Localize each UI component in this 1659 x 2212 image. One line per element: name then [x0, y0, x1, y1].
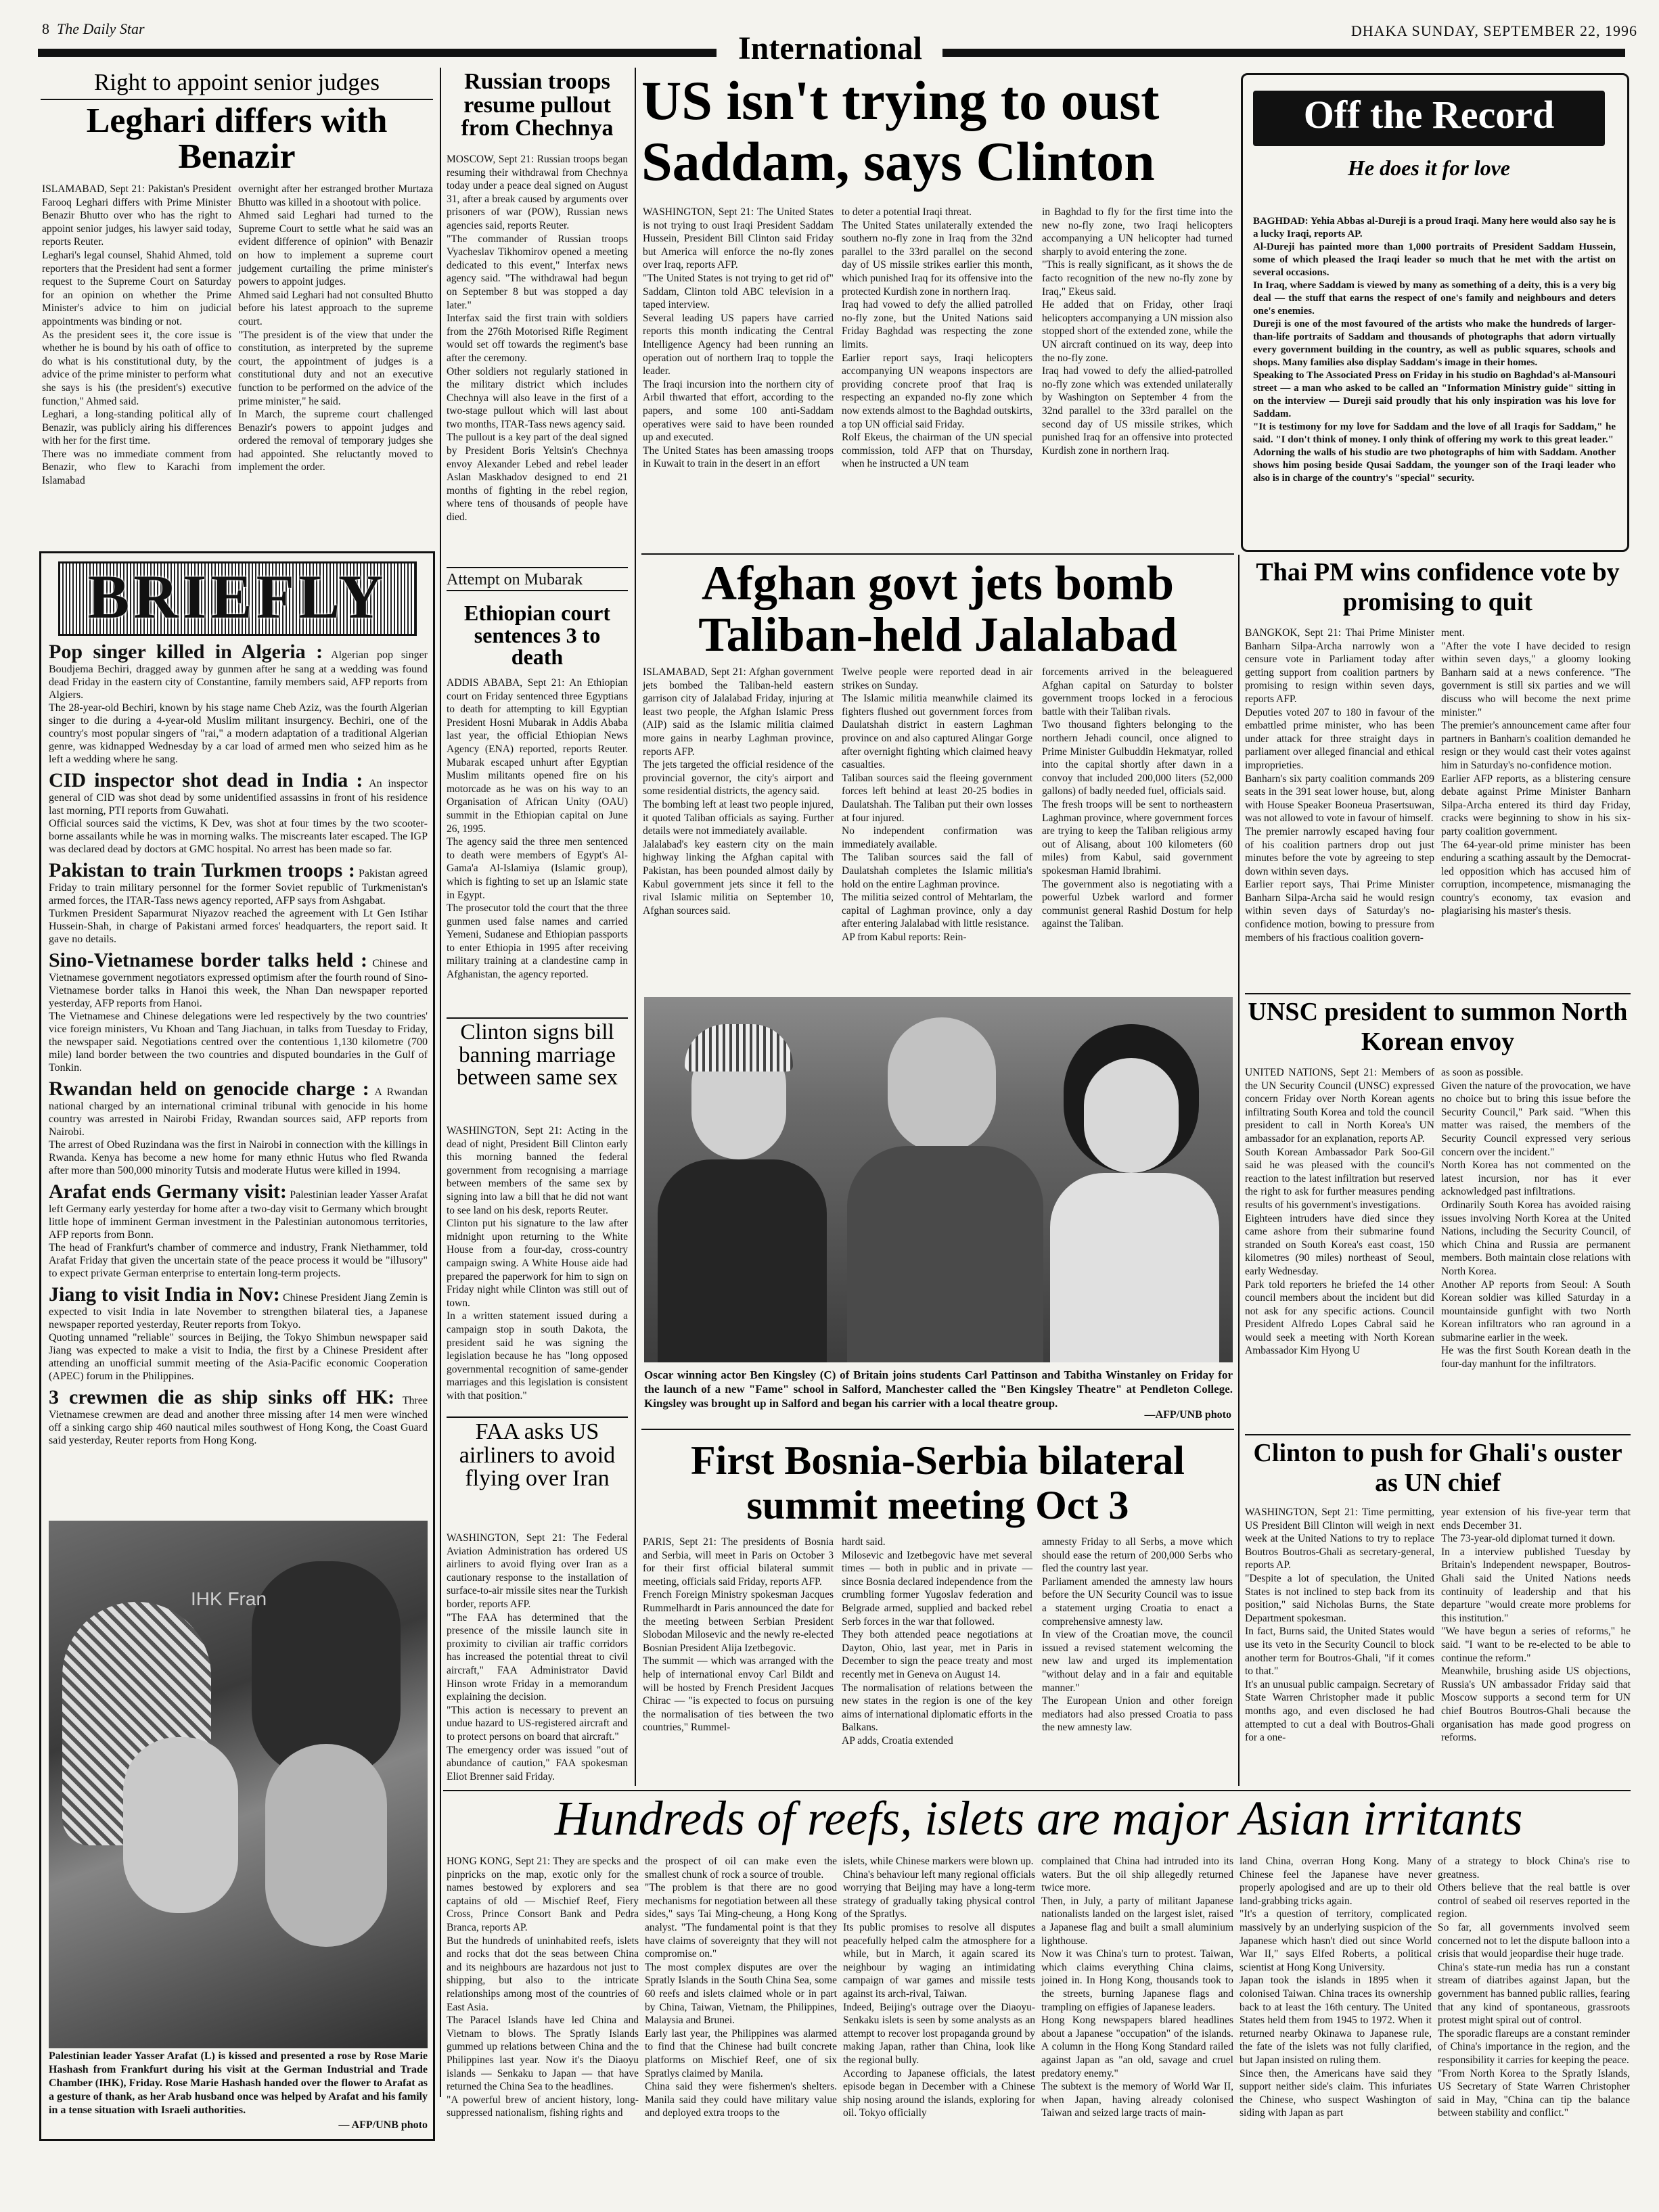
briefly-item — [49, 950, 428, 1074]
briefly-item-body: Palestinian leader Yasser Arafat left Germany early yesterday for home after a two-day visit to Germany which brought little hope of imminent German investment in the Palestinian autonomous territories, AFP reports from Bonn. The head of Frankfurt's chamber of commerce and industry, Frank Niethammer, told Arafat Friday that given the uncertain state of the peace process it would be "illusory" to expect private German enterprise to entertain long-term projects. — [49, 1189, 428, 1279]
saddam-col1: WASHINGTON, Sept 21: The United States is not trying to oust Iraqi President Saddam Hussein, President Bill Clinton said Friday but America will enforce the no-fly zones over Iraq, reports AFP. "The United States is not trying to get rid of" Saddam, Clinton told ABC television in a taped interview. Several leading US papers have carried reports this month indicating the Central Intelligence Agency had been running an operation out of northern Iraq to topple the leader. The Iraqi incursion into the northern city of Arbil thwarted that effort, according to the papers, and some 100 anti-Saddam operatives were said to have been rounded up and executed. The United States has been amassing troops in Kuwait to train in the desert in an effort — [643, 206, 834, 470]
briefly-item-headline: Rwandan held on genocide charge : — [49, 1078, 369, 1100]
leghari-col2: overnight after her estranged brother Murtaza Bhutto was killed in a shootout with police. Ahmed said Leghari had turned to the Supreme Court to settle what he said was an evident difference of opinion" with Benazir on how to implement a supreme court judgement curtailing the prime minister's powers to appoint judges. Ahmed said Leghari had not consulted Bhutto before his latest approach to the supreme court. "The president is of the view that under the constitution, as interpreted by the supreme court, the appointment of judges is a constitutional duty and not an executive function to be performed on the advice of the prime minister," he said. In March, the supreme court challenged Benazir's powers to appoint judges and ordered the removal of temporary judges she had appointed. She reluctantly moved to implement the order. — [238, 183, 433, 474]
kingsley-body — [847, 1146, 1043, 1362]
reefs-col5: land China, overran Hong Kong. Many Chinese feel the Japanese have never properly apologised and are up to their old land-grabbing tricks again. "It's a question of territory, complicated massively by an underlying suspicion of the Japanese which hasn't died out since World War II," says Elfed Roberts, a political scientist at Hong Kong University. Japan took the islands in 1895 when it colonised Taiwan. China traces its ownership back to at least the 16th century. The United States held them from 1945 to 1972. When it returned nearby Okinawa to Japanese rule, the fate of the islets was not fully clarified, but Japan insisted on ruling them. Since then, the Americans have said they support neither side's claim. This infuriates the Chinese, who suspect Washington of siding with Japan as part — [1240, 1856, 1432, 2119]
briefly-item — [49, 1387, 428, 1447]
briefly-item-body: A Rwandan national charged by an international criminal tribunal with genocide in his home country was arrested in Nairobi Friday, Rwandan sources said, AFP reports from Nairobi. The arrest of Obed Ruzindana was the first in Nairobi in connection with the killings in Rwanda. Kenya has become a new home for many ethnic Hutus who fled Rwanda after more than 500,000 minority Tutsis and moderate Hutus were killed in 1994. — [49, 1086, 428, 1176]
ghali-col2: year extension of his five-year term that ends December 31. The 73-year-old diplomat turned it down. In a interview published Tuesday by Britain's Independent newspaper, Boutros-Ghali said the United Nations needs continuity of leadership and that his departure "would create more problems for this institution." "We have begun a series of reforms," he said. "I want to be re-elected to be able to continue the reform." Meanwhile, brushing aside US objections, Russia's UN ambassador Friday said that Moscow supports a second term for UN chief Boutros Boutros-Ghali because the organisation has made good progress on reforms. — [1441, 1506, 1631, 1744]
col-rule-3 — [1238, 555, 1240, 1786]
briefly-item — [49, 641, 428, 766]
briefly-item-body: Pakistan agreed Friday to train military personnel for the former Soviet republic of Turkmenistan's armed forces, the ITAR-Tass news agency reported, AFP says from Ashgabat. Turkmen President Saparmurat Niyazov reached the agreement with Lt Gen Istihar Hussein-Shah, in charge of Pakistani armed forces' headquarters, the report said. It gave no details. — [49, 868, 428, 945]
russian-headline: Russian troops resume pullout from Chechnya — [461, 69, 614, 141]
masthead-rule-right — [942, 49, 1625, 57]
reefs-col3: islets, while Chinese markers were blown up. China's behaviour left many regional officials worrying that Beijing may have a long-term strategy of gradually taking physical control of the Spratlys. Its public promises to resolve all disputes peacefully helped calm the atmosphere for a while, but in March, it again scared its neighbour by waging an intimidating campaign of war games and missile tests against its arch-rival, Taiwan. Indeed, Beijing's outrage over the Diaoyu-Senkaku islets is seen by some analysts as an attempt to recover lost propaganda ground by making Japan, rather than China, look like the regional bully. According to Japanese officials, the latest episode began in December with a Chinese ship nosing around the islands, exploring for oil. Tokyo officially — [843, 1856, 1035, 2119]
arafat-photo — [49, 1521, 428, 2048]
briefly-item-headline: Jiang to visit India in Nov: — [49, 1283, 280, 1306]
briefly-item-body: Algerian pop singer Boudjema Bechiri, dragged away by gunmen after he sang at a wedding was found dead Friday in the eastern city of Constantine, family members said, AFP reports from Algiers. The 28-year-old Bechiri, known by his stage name Cheb Aziz, was the fourth Algerian singer to die during a 4-year-old Muslim militant insurgency. Bechiri, one of the country's most popular singers of "rai," a modern adaptation of a traditional Algerian genre, was kidnapped Wednesday by a car load of armed men who seized him as he left a wedding where he sang. — [49, 649, 428, 765]
clinton-marriage-end-rule — [447, 1416, 628, 1418]
clinton-marriage-headline: Clinton signs bill banning marriage between same sex — [456, 1020, 618, 1090]
saddam-headline: US isn't trying to oust Saddam, says Clinton — [641, 70, 1160, 192]
bosnia-col3: amnesty Friday to all Serbs, a move which should ease the return of 200,000 Serbs who fled the country last year. Parliament amended the amnesty law hours before the UN Security Council was to issue a statement urging Croatia to enact a comprehensive amnesty law. In view of the Croatian move, the council issued a revised statement welcoming the new law and urged its implementation "without delay and in a fair and equitable manner." The European Union and other foreign mediators had also pressed Croatia to pass the new amnesty law. — [1042, 1536, 1233, 1734]
thai-end-rule — [1245, 993, 1631, 994]
unsc-end-rule — [1245, 1434, 1631, 1435]
student-right-face — [1084, 1058, 1179, 1173]
leghari-headline: Leghari differs with Benazir — [86, 101, 388, 177]
student-right-body — [1050, 1173, 1219, 1362]
arafat-face — [123, 1737, 238, 1913]
briefly-item-body: Chinese President Jiang Zemin is expected to visit India in late November to strengthen bilateral ties, a Japanese newspaper reported yesterday, Reuter reports from Tokyo. Quoting unnamed "reliable" sources in Beijing, the Tokyo Shimbun newspaper said Jiang was expected to make a visit to India, the first by a Chinese President after attending an unofficial summit meeting of the Asia-Pacific economic Cooperation (APEC) forum in the Philippines. — [49, 1292, 428, 1382]
briefly-item — [49, 1284, 428, 1383]
afghan-col3: forcements arrived in the beleaguered Afghan capital on Saturday to bolster government troops locked in a ferocious battle with their Taliban rivals. Two thousand fighters belonging to the northern Jehadi council, once aligned to Prime Minister Gulbuddin Hekmatyar, rolled into the capital shortly after dawn in a convoy that included 200,000 liters (52,000 gallons) of badly needed fuel, officials said. The fresh troops will be sent to northeastern Laghman province, where government forces are trying to keep the Taliban religious army out of Alisang, about 100 kilometers (60 miles) from Kabul, said government spokesman Hamid Ibrahimi. The government also is negotiating with a powerful Uzbek warlord and former communist general Rashid Dostum for help against the Taliban. — [1042, 666, 1233, 930]
briefly-item — [49, 1078, 428, 1177]
unsc-col2: as soon as possible. Given the nature of the provocation, we have no choice but to bring this issue before the Security Council," Park said. "When this matter was raised, the members of the Security Council expressed very serious concern over the incident." North Korea has not commented on the latest incursion, nor has it ever acknowledged past infiltrations. Ordinarily South Korea has avoided raising issues involving North Korea at the United Nations, including the Security Council, of which China and Russia are permanent members. Both maintain close relations with North Korea. Another AP reports from Seoul: A South Korean soldier was killed Saturday in a mountainside gunfight with two North Korean infiltrators who ran aground in a submarine earlier in the week. He was the first South Korean death in the four-day manhunt for the infiltrators. — [1441, 1067, 1631, 1370]
col-rule-1 — [440, 68, 441, 2097]
saddam-end-rule — [641, 553, 1234, 555]
ghali-col1: WASHINGTON, Sept 21: Time permitting, US President Bill Clinton will weigh in next week at the United Nations to try to replace Boutros Boutros-Ghali as secretary-general, reports AP. "Despite a lot of speculation, the United States is not inclined to step back from its position," said Nicholas Burns, the State Department spokesman. In fact, Burns said, the United States would use its veto in the Security Council to block another term for Boutros-Ghali, "if it comes to that." It's an unusual public campaign. Secretary of State Warren Christopher made it public months ago, and even disclosed he had attempted to cut a deal with Boutros-Ghali for a one- — [1245, 1506, 1434, 1744]
bosnia-col1: PARIS, Sept 21: The presidents of Bosnia and Serbia, will meet in Paris on October 3 for their first official bilateral summit meeting, officials said Friday, reports AFP. French Foreign Ministry spokesman Jacques Rummelhardt in Paris announced the date for the meeting between Serbian President Slobodan Milosevic and the newly re-elected Bosnian President Alija Izetbegovic. The summit — which was arranged with the help of international envoy Carl Bildt and will be hosted by French President Jacques Chirac — "is expected to focus on pursuing the normalisation of ties between the two countries," Rummel- — [643, 1536, 834, 1734]
afghan-col1: ISLAMABAD, Sept 21: Afghan government jets bombed the Taliban-held eastern garrison city of Jalalabad Friday, injuring at least two people, the Afghan Islamic Press (AIP) said as the Islamic militia claimed more gains in nearby Laghman province, reports AFP. The jets targeted the official residence of the provincial governor, the city's airport and some residential districts, the agency said. The bombing left at least two people injured, it quoted Taliban officials as saying. Further details were not immediately available. Jalalabad's key eastern city on the main highway linking the Afghan capital with Pakistan, has been pounded almost daily by Kabul government jets since it fell to the rival Islamic militia on September 10, Afghan sources said. — [643, 666, 834, 917]
kingsley-head — [888, 1017, 996, 1153]
kingsley-photo — [644, 997, 1233, 1362]
mubarak-kicker: Attempt on Mubarak — [447, 571, 628, 591]
mubarak-end-rule — [447, 1017, 628, 1019]
page-number: 8 — [42, 20, 49, 37]
thai-col2: ment. "After the vote I have decided to resign within seven days," a gloomy looking Banharn said at a news conference. "The government is still six parties and we will discuss who will become the next prime minister." The premier's announcement came after four partners in Banharn's coalition demanded he resign or they would cast their votes against him in Saturday's no-confidence motion. Earlier AFP reports, as a blistering censure debate against Prime Minister Banharn Silpa-Archa entered its third day Friday, cracks were beginning to show in his six-party coalition government. The 64-year-old prime minister has been enduring a scathing assault by the Democrat-led opposition which has accused him of corruption, incompetence, mismanaging the country's economy, tax evasion and plagiarising his master's thesis. — [1441, 627, 1631, 917]
unsc-headline: UNSC president to summon North Korean envoy — [1248, 998, 1628, 1056]
briefly-item-headline: 3 crewmen die as ship sinks off HK: — [49, 1386, 395, 1408]
briefly-item-headline: Pop singer killed in Algeria : — [49, 641, 323, 663]
hashash-face — [265, 1744, 387, 1947]
briefly-list — [49, 641, 428, 1669]
leghari-kicker-rule — [41, 99, 433, 100]
paper-name: The Daily Star — [57, 20, 145, 37]
leghari-col1: ISLAMABAD, Sept 21: Pakistan's President Farooq Leghari differs with Prime Minister Benazir Bhutto over who has the right to appoint senior judges, his lawyer said today, reports Reuter. Leghari's legal counsel, Shahid Ahmed, told reporters that the President had sent a former request to the Supreme Court on Saturday for an opinion on whether the Prime Minister's advice to him on judicial appointments was binding or not. As the president sees it, the core issue is whether he is bound by his oath of office to do what is his constitutional duty, by the advice of the prime minister to perform what she says is his (the president's) executive function," Ahmed said. Leghari, a long-standing political ally of Benazir, was publicly airing his differences with her for the first time. There was no immediate comment from Benazir, who flew to Karachi from Islamabad — [42, 183, 231, 487]
thai-col1: BANGKOK, Sept 21: Thai Prime Minister Banharn Silpa-Archa narrowly won a censure vote in Parliament today after getting support from coalition partners by promising to resign within seven days, reports AFP. Deputies voted 207 to 180 in favour of the embattled prime minister, who has been under attack for three straight days in parliament over alleged financial and ethical improprieties. Banharn's six party coalition commands 209 seats in the 391 seat lower house, but, along with House Speaker Booneua Prasertsuwan, was not allowed to vote in favour of himself. The premier narrowly escaped having four of his coalition partners drop out just minutes before the vote by agreeing to step down within seven days. Earlier report says, Thai Prime Minister Banharn Silpa-Archa said he would resign within seven days of Saturday's no-confidence motion, bowing to pressure from members of his fractious coalition govern- — [1245, 627, 1434, 944]
clinton-marriage-body: WASHINGTON, Sept 21: Acting in the dead of night, President Bill Clinton early this morning banned the federal government from recognising a marriage between members of the same sex by signing into law a bill that he did not want to see land on his desk, reports Reuter. Clinton put his signature to the law after midnight upon returning to the White House from a four-day, cross-country campaign swing. A White House aide had prepared the paperwork for him to sign on Friday night while Clinton was still out of town. In a written statement issued during a campaign stop in south Dakota, the president said he was signing the legislation because he has "long opposed governmental recognition of same-gender marriages and this legislation is consistent with that position." — [447, 1125, 628, 1402]
section-title: International — [737, 30, 922, 66]
briefly-title: BRIEFLY — [87, 562, 388, 631]
unsc-col1: UNITED NATIONS, Sept 21: Members of the UN Security Council (UNSC) expressed concern Friday over North Korean agents infiltrating South Korea and told the council president to call in North Korea's UN ambassador for an explanation, reports AP. South Korean Ambassador Park Soo-Gil said he was pleased with the council's reaction to the latest infiltration but reserved the right to ask for further measures pending results of his government's investigations. Eighteen intruders have died since they came ashore from their submarine found stranded on South Korea's east coast, 150 kilometres (90 miles) northeast of Seoul, early Wednesday. Park told reporters he briefed the 14 other council members about the incident but did not ask for any specific actions. Council President Alfredo Lopes Cabral said he would seek a meeting with North Korean Ambassador Kim Hyong U — [1245, 1067, 1434, 1357]
off-record-title: Off the Record — [1303, 93, 1555, 137]
briefly-item-headline: Pakistan to train Turkmen troops : — [49, 859, 355, 881]
afghan-col2: Twelve people were reported dead in air strikes on Sunday. The Islamic militia meanwhile claimed its fighters flushed out government forces from Daulatshah district in eastern Laghman province on and also captured Alingar Gorge after overnight fighting which claimed heavy casualties. Taliban sources said the fleeing government forces left behind at least 20-25 bodies in Daulatshah. The Taliban put their own losses at four injured. No independent confirmation was immediately available. The Taliban sources said the fall of Daulatshah completes the Islamic militia's hold on the entire Laghman province. The militia seized control of Mehtarlam, the capital of Laghman province, only a day after entering Jalalabad with little resistance. AP from Kabul reports: Rein- — [842, 666, 1032, 943]
reefs-col1: HONG KONG, Sept 21: They are specks and pinpricks on the map, exotic only for the names bestowed by explorers and sea captains of old — Mischief Reef, Fiery Cross, Prince Consort Bank and Pedra Branca, reports AP. But the hundreds of uninhabited reefs, islets and rocks that dot the seas between China and its neighbours are hazardous not just to shipping, but also to the intricate relationships among most of the countries of East Asia. The Paracel Islands have led China and Vietnam to blows. The Spratly Islands gummed up relations between China and the Philippines last year. Now it's the Diaoyu islands — Senkaku to Japan — that have returned the China Sea to the headlines. "A powerful brew of ancient history, long-suppressed nationalism, fishing rights and — [447, 1856, 639, 2119]
briefly-item — [49, 770, 428, 856]
off-record-body: BAGHDAD: Yehia Abbas al-Dureji is a proud Iraqi. Many here would also say he is a lucky Iraqi, reports AP. Al-Dureji has painted more than 1,000 portraits of President Saddam Hussein, some of which pleased the Iraqi leader so much that he met with the artist on several occasions. In Iraq, where Saddam is viewed by many as something of a deity, this is a very big deal — the stuff that earns the respect of one's family and neighbours and deters one's enemies. Dureji is one of the most favoured of the artists who make the hundreds of larger-than-life portraits of Saddam and thousands of photographs that adorn virtually every government building in the country, as well as public squares, schools and shops. Many families also display Saddam's image in their homes. Speaking to The Associated Press on Friday in his studio on Baghdad's al-Mansouri street — a man who asked to be called an "Information Ministry guide" sitting in on the interview — Dureji said proudly that his only inspiration was his love for Saddam. "It is testimony for my love for Saddam and the love of all Iraqis for Saddam," he said. "I don't think of money. I only think of offering my work to this great leader." Adorning the walls of his studio are two photographs of him with Saddam. Another shows him posing beside Qusai Saddam, the younger son of the Iraqi leader who also is in charge of the country's "special" security. — [1253, 216, 1616, 484]
arafat-credit: — AFP/UNB photo — [338, 2119, 428, 2131]
leghari-kicker: Right to appoint senior judges — [94, 69, 380, 95]
off-record-headline: He does it for love — [1348, 156, 1510, 180]
student-left-body — [658, 1159, 827, 1362]
briefly-item — [49, 860, 428, 946]
faa-headline: FAA asks US airliners to avoid flying over Iran — [459, 1419, 616, 1492]
saddam-col3: in Baghdad to fly for the first time into the new no-fly zone, two Iraqi helicopters accompanying a UN helicopter had turned sharply to avoid entering the zone. "This is really significant, as it shows the de facto recognition of the new no-fly zone by Iraq," Ekeus said. He added that on Friday, other Iraqi helicopters accompanying a UN mission also stopped short of the extended zone, while the UN aircraft continued on its way, deep into the no-fly zone. Iraq had vowed to defy the allied-patrolled no-fly zone which was extended unilaterally by Washington on September 4 from the 32nd parallel to the 33rd parallel on the second day of US missile strikes, which punished Iraq for an offensive into protected Kurdish zone in northern Iraq. — [1042, 206, 1233, 457]
reefs-col2: the prospect of oil can make even the smallest chunk of rock a source of trouble. "The problem is that there are no good mechanisms for negotiation between all these sides," says Tai Ming-cheung, a Hong Kong analyst. "The fundamental point is that they have claims of sovereignty that they will not compromise on." The most complex disputes are over the Spratly Islands in the South China Sea, some 60 reefs and islets claimed whole or in part by China, Taiwan, Vietnam, the Philippines, Malaysia and Brunei. Early last year, the Philippines was alarmed to find that the Chinese had built concrete platforms on Mischief Reef, one of six Spratlys claimed by Manila. China said they were fishermen's shelters. Manila said they could have military value and deployed extra troops to the — [645, 1856, 837, 2119]
mubarak-body: ADDIS ABABA, Sept 21: An Ethiopian court on Friday sentenced three Egyptians to death for attempting to kill Egyptian President Hosni Mubarak in Addis Ababa last year, the official Ethiopian News Agency (ENA) reported, reports Reuter. Mubarak escaped unhurt after Egyptian Muslim militants opened fire on his motorcade as he was on his way to an Organisation of African Unity (OAU) summit in the Ethiopian capital on June 26, 1995. The agency said the three men sentenced to death were members of Egypt's Al-Gama'a Al-Islamiya (Islamic group), which is fighting to set up an Islamic state in Egypt. The prosecutor told the court that the three gunmen used false names and carried Yemeni, Sudanese and Ethiopian passports to enter Ethiopia in 1995 after receiving military training at a clandestine camp in Afghanistan, the agency reported. — [447, 677, 628, 981]
briefly-item-body: An inspector general of CID was shot dead by some unidentified assassins in front of his residence last morning, PTI reports from Guwahati. Official sources said the victims, K Dev, was shot at four times by the two scooter-borne assailants while he was in morning walks. The miscreants later escaped. The IGP was declared dead by doctors at GMC hospital. No arrest has been made so far. — [49, 778, 428, 855]
briefly-item-headline: Arafat ends Germany visit: — [49, 1180, 287, 1203]
ihk-sign-text: IHK Fran — [191, 1588, 267, 1609]
bosnia-headline: First Bosnia-Serbia bilateral summit meeting Oct 3 — [691, 1438, 1185, 1527]
masthead-rule-left — [38, 49, 717, 57]
reefs-col4: complained that China had intruded into its waters. But the oil ship allegedly returned twice more. Then, in July, a party of militant Japanese nationalists landed on the largest islet, raised a Japanese flag and built a small aluminium lighthouse. Now it was China's turn to protest. Taiwan, which claims everything China claims, joined in. In Hong Kong, thousands took to the streets, burning Japanese flags and trampling on effigies of Japanese leaders. Hong Kong newspapers blared headlines about a Japanese "occupation" of the islands. A column in the Hong Kong Standard railed against Japan as "an old, savage and cruel predatory enemy." The subtext is the memory of World War II, when Japan, having already colonised Taiwan and seized large tracts of main- — [1041, 1856, 1233, 2119]
ghali-headline: Clinton to push for Ghali's ouster as UN chief — [1253, 1439, 1622, 1497]
briefly-item — [49, 1181, 428, 1280]
bosnia-col2: hardt said. Milosevic and Izetbegovic have met several times — both in public and in private — since Bosnia declared independence from the crumbling former Yugoslav federation and Belgrade armed, supplied and backed rebel Serb forces in the war that followed. They both attended peace negotiations at Dayton, Ohio, last year, met in Paris in December to sign the peace treaty and most recently met in Geneva on August 14. The normalisation of relations between the new states in the region is one of the key aims of international diplomatic efforts in the Balkans. AP adds, Croatia extended — [842, 1536, 1032, 1747]
col-rule-2 — [635, 68, 636, 1786]
kingsley-caption: Oscar winning actor Ben Kingsley (C) of Britain joins students Carl Pattinson and Tabitha Winstanley on Friday for the launch of a new "Fame" school in Salford, Manchester called the "Ben Kingsley Theatre" at Pendleton College. Kingsley was brought up in Salford and began his carrier with a local theatre group. — [644, 1368, 1236, 1410]
reefs-headline: Hundreds of reefs, islets are major Asian irritants — [554, 1791, 1523, 1845]
saddam-col2: to deter a potential Iraqi threat. The United States unilaterally extended the southern no-fly zone in Iraq from the 32nd parallel to the 33rd parallel on the second day of US missile strikes earlier this month, which punished Iraq for its offensive into the protected Kurdish zone in northern Iraq. Iraq had vowed to defy the allied patrolled no-fly zone, but the United Nations said Friday Baghdad was respecting the zone limits. Earlier report says, Iraqi helicopters accompanying UN weapons inspectors are providing concrete proof that Iraq is respecting an expanded no-fly zone which now extends almost to the Baghdad outskirts, a top UN official said Friday. Rolf Ekeus, the chairman of the UN special commission, told AFP that on Thursday, when he instructed a UN team — [842, 206, 1032, 470]
arafat-caption: Palestinian leader Yasser Arafat (L) is kissed and presented a rose by Rose Marie Hashash from Frankfurt during his visit at the German Industrial and Trade Chamber (IHK), Friday. Rose Marie Hashash handed over the flower to Arafat as a gesture of thank, as her Arab husband once was helped by Arafat and his family in a tense situation with Israeli authorities. — [49, 2050, 430, 2116]
thai-headline: Thai PM wins confidence vote by promising to quit — [1256, 558, 1620, 616]
afghan-headline: Afghan govt jets bomb Taliban-held Jalalabad — [698, 556, 1177, 662]
russian-end-rule — [447, 567, 628, 568]
briefly-item-body: Chinese and Vietnamese government negotiators expressed optimism after the fourth round of Sino-Vietnamese border talks in Hanoi this week, the Nhan Dan newspaper reported yesterday, AFP reports from Hanoi. The Vietnamese and Chinese delegations were led respectively by the two countries' vice foreign ministers, Vu Khoan and Tang Jiachuan, in talks from Tuesday to Friday, the newspaper said. Negotiations centred over the contentious 1,130 kilometre (700 mile) land border between the two countries and disputed boundaries in the Gulf of Tonkin. — [49, 958, 428, 1074]
kingsley-credit: —AFP/UNB photo — [1144, 1409, 1231, 1421]
briefly-item-headline: Sino-Vietnamese border talks held : — [49, 949, 368, 971]
briefly-item-headline: CID inspector shot dead in India : — [49, 769, 363, 791]
russian-body: MOSCOW, Sept 21: Russian troops began resuming their withdrawal from Chechnya today under a peace deal signed on August 31, after a break caused by arguments over prisoners of war (POW), Russian news agencies said, reports Reuter. "The commander of Russian troops Vyacheslav Tikhomirov opened a meeting dedicated to this event," Interfax news agency said. "The withdrawal had begun on September 8 but was stopped a day later." Interfax said the first train with soldiers from the 276th Motorised Rifle Regiment would set off towards the regiment's base after the ceremony. Other soldiers not regularly stationed in the military district which includes Chechnya will also leave in the first of a two-stage pullout which will last about two months, ITAR-Tass news agency said. The pullout is a key part of the deal signed by President Boris Yeltsin's Chechnya envoy Alexander Lebed and rebel leader Aslan Maskhadov designed to end 21 months of fighting in the rebel region, where tens of thousands of people have died. — [447, 154, 628, 524]
kingsley-end-rule — [641, 1429, 1234, 1430]
briefly-item-body: Three Vietnamese crewmen are dead and another three missing after 14 men were winched off a sinking cargo ship 460 nautical miles southwest of Hong Kong, the Coast Guard said yesterday, Reuter reports from Hong Kong. — [49, 1395, 430, 1446]
page-dateline: DHAKA SUNDAY, SEPTEMBER 22, 1996 — [1350, 22, 1637, 39]
reefs-col6: of a strategy to block China's rise to greatness. Others believe that the real battle is over control of seabed oil reserves reported in the region. So far, all governments involved seem concerned not to let the dispute balloon into a crisis that would jeopardise their huge trade. China's state-run media has run a constant stream of diatribes against Japan, but the government has banned public rallies, fearing that any kind of spontaneous, grassroots protest might spiral out of control. The sporadic flareups are a constant reminder of China's importance in the region, and the responsibility it carries for keeping the peace. "From North Korea to the Spratly Islands, US Secretary of State Warren Christopher said in May, "China can tip the balance between stability and conflict." — [1438, 1856, 1630, 2119]
mubarak-headline: Ethiopian court sentences 3 to death — [463, 601, 611, 670]
faa-body: WASHINGTON, Sept 21: The Federal Aviation Administration has ordered US airliners to avoid flying over Iran as a cautionary response to the installation of surface-to-air missile sites near the Turkish border, reports AFP. "The FAA has determined that the presence of the missile launch site in proximity to civilian air traffic corridors has increased the potential threat to civil aircraft," FAA Administrator David Hinson wrote Friday in a memorandum explaining the decision. "This action is necessary to prevent an undue hazard to US-registered aircraft and to protect persons on board that aircraft." The emergency order was issued "out of abundance of caution," FAA spokesman Eliot Brenner said Friday. — [447, 1532, 628, 1782]
student-left-cap — [685, 1024, 793, 1072]
